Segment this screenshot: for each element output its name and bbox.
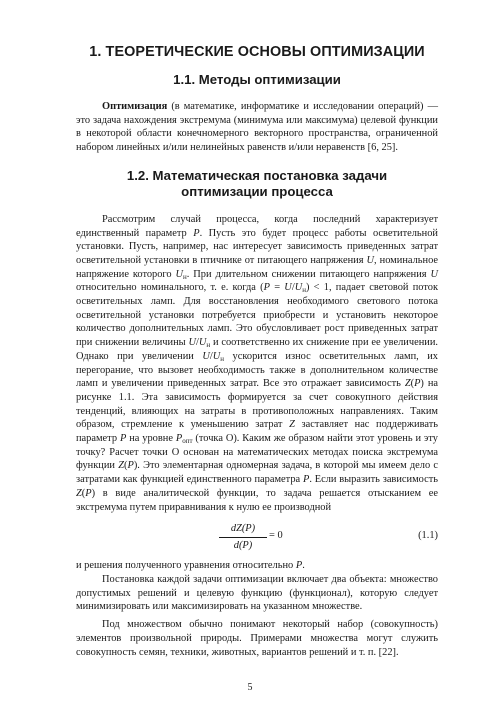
page-number: 5 (247, 682, 253, 693)
fraction-numerator: dZ(P) (230, 523, 256, 535)
paragraph-process-case: Рассмотрим случай процесса, когда последний характеризует единственный параметр P. Пусть это будет процесс работы осветительной установки. Пусть, например, нас интересует зависимость приведенных затрат осветительной установки в птичнике от питающего напряжения U, номинальное напряжение которого $U_н$. При длительном снижении питающего напряжения U относительно номинального, т. е. когда $(P = U/U_н) < 1$, падает световой поток осветительных ламп. Для восстановления необходимого светового потока осветительной установки потребуется приобрести и установить некоторое количество дополнительных ламп. Это обусловливает рост приведенных затрат при снижении величины $U/U_н$ и соответственно их снижение при ее увеличении. Однако при увеличении $U/U_н$ ускорится износ осветительных ламп, их перегорание, что вызовет необходимость также в дополнительном количестве ламп и увеличении приведенных затрат. Все это отражает зависимость Z(P) на рисунке 1.1. Эта зависимость формируется за счет совокупного действия тенденций, влияющих на затраты в противоположных направлениях. Таким образом, стремление к уменьшению затрат Z заставляет нас поддерживать параметр P на уровне $P_{опт}$ (точка О). Каким же образом найти этот уровень и эту точку? Расчет точки О основан на математических методах поиска экстремума функции Z(P). Это элементарная одномерная задача, в которой мы имеем дело с затратами как функцией единственного параметра P. Если выразить зависимость Z(P) в виде аналитической функции, то задача решается отысканием ее экстремума путем приравнивания к нулю ее производной (76, 213, 439, 513)
fraction-bar (219, 537, 267, 538)
section-2-title-line-2: оптимизации процесса (181, 183, 333, 199)
optimization-definition (76, 100, 438, 155)
definition-text: (в математике, информатике и исследовании операций) — это задача нахождения экстремума (минимума или максимума) целевой функции в некоторой области конечномерного векторного пространства, ограниченной набором линейных и/или нелинейных равенств и/или неравенств [6, 25]. (76, 101, 438, 154)
section-2-title-line-1: 1.2. Математическая постановка задачи (126, 167, 388, 183)
equation-1-1 (76, 518, 438, 558)
paragraph-solve-equation: и решения полученного уравнения относительно P. (76, 560, 305, 572)
paragraph-set-definition: Под множеством обычно понимают некоторый набор (совокупность) элементов произвольной природы. Примерами множества могут служить совокупность семян, техники, животных, вариантов решений и т. п. [22]. (76, 619, 438, 658)
page-content (76, 44, 438, 659)
section-1-title: 1.1. Методы оптимизации (173, 72, 341, 87)
paragraph-optimization-setup: Постановка каждой задачи оптимизации включает два объекта: множество допустимых решений и целевую функцию (функционал), которую следует минимизировать или максимизировать на указанном множестве. (76, 573, 438, 613)
definition-term: Оптимизация (102, 101, 168, 112)
equation-number: (1.1) (418, 530, 438, 542)
fraction-denominator: d(P) (233, 540, 253, 552)
derivative-fraction (219, 522, 267, 553)
section-2-title (76, 168, 438, 200)
equation-rhs: = 0 (269, 530, 283, 542)
chapter-title: 1. ТЕОРЕТИЧЕСКИЕ ОСНОВЫ ОПТИМИЗАЦИИ (89, 44, 425, 60)
